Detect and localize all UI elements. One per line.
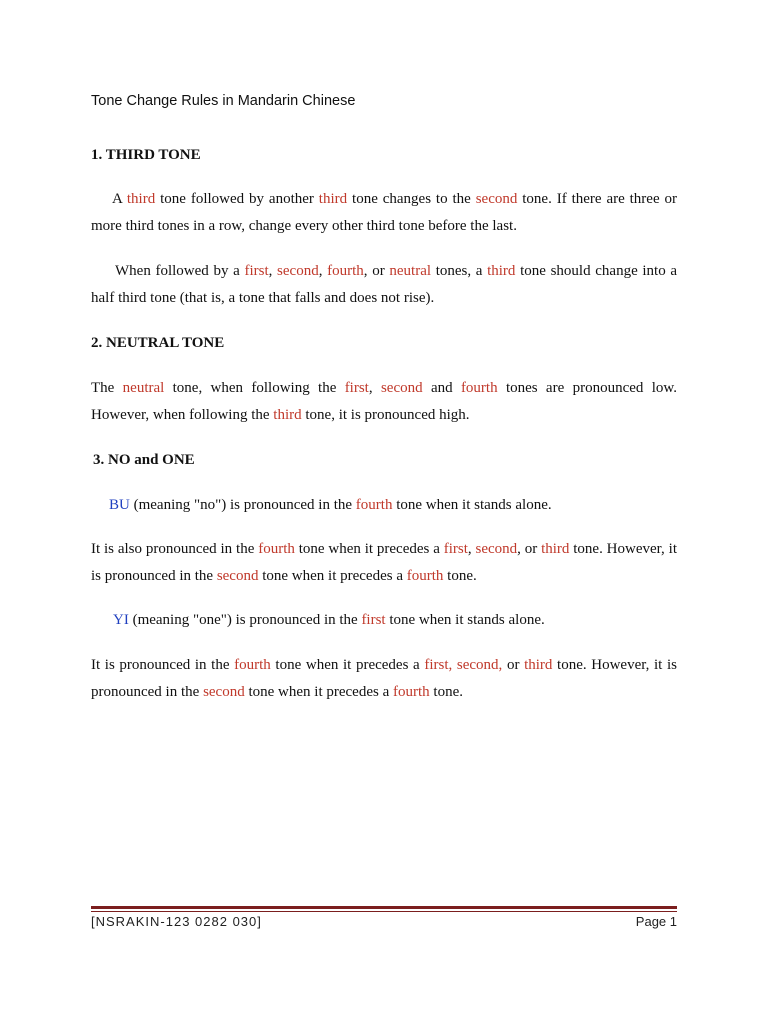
footer-rule-thin (91, 911, 677, 912)
text-run: tone when it precedes a (294, 541, 444, 557)
document-title: Tone Change Rules in Mandarin Chinese (91, 93, 356, 109)
text-run: When followed by a (115, 263, 245, 279)
highlighted-term: third (318, 191, 348, 207)
text-run: tone when it stands alone. (385, 612, 545, 628)
paragraph-bu-alone (91, 492, 677, 519)
highlighted-term: fourth (234, 657, 271, 673)
highlighted-term: neutral (122, 380, 165, 396)
highlighted-term: second (216, 568, 259, 584)
highlighted-term: first (361, 612, 386, 628)
text-run: (meaning "no") is pronounced in the (129, 497, 356, 513)
text-run: tone when it stands alone. (392, 497, 552, 513)
text-run: tones are pronounced low. However, when following the (91, 380, 677, 423)
text-run: tone, when following the (164, 380, 345, 396)
text-run: tone when it precedes a (244, 684, 393, 700)
text-run: , or (363, 263, 390, 279)
paragraph-third-tone-1 (91, 186, 677, 240)
paragraph-bu-precedes (91, 536, 677, 590)
highlighted-term: first (344, 380, 369, 396)
paragraph-third-tone-2 (91, 258, 677, 312)
text-run: tone changes to the (347, 191, 476, 207)
keyword-term: BU (109, 497, 130, 513)
text-run: tone. However, it is pronounced in the (91, 541, 677, 584)
text-run: tone. (443, 568, 477, 584)
text-run: tone. (429, 684, 463, 700)
text-run: , (368, 380, 381, 396)
highlighted-term: first, second, (424, 657, 503, 673)
text-run: (meaning "one") is pronounced in the (128, 612, 362, 628)
text-run: , (318, 263, 328, 279)
section-heading-neutral-tone: 2. NEUTRAL TONE (91, 335, 225, 351)
text-run: tone followed by another (155, 191, 319, 207)
keyword-term: YI (113, 612, 129, 628)
paragraph-yi-alone (91, 607, 677, 634)
text-run: tone when it precedes a (258, 568, 407, 584)
paragraph-yi-precedes (91, 652, 677, 706)
text-run: , (268, 263, 278, 279)
text-run: tone should change into a half third tone (that is, a tone that falls and does not rise). (91, 263, 678, 306)
text-run: tone. If there are three or more third tones in a row, change every other third tone before the last. (91, 191, 677, 234)
highlighted-term: third (487, 263, 516, 279)
section-heading-no-and-one: 3. NO and ONE (93, 452, 195, 468)
text-run: and (422, 380, 461, 396)
paragraph-neutral-tone (91, 375, 677, 429)
highlighted-term: first (244, 263, 269, 279)
text-run: or (502, 657, 525, 673)
text-run: A (112, 191, 127, 207)
footer-page-number: Page 1 (635, 914, 677, 929)
text-run: It is also pronounced in the (91, 541, 259, 557)
highlighted-term: fourth (406, 568, 444, 584)
highlighted-term: fourth (258, 541, 295, 557)
text-run: , or (517, 541, 542, 557)
highlighted-term: third (541, 541, 570, 557)
highlighted-term: third (126, 191, 156, 207)
text-run: , (467, 541, 476, 557)
highlighted-term: second (380, 380, 423, 396)
highlighted-term: fourth (393, 684, 430, 700)
highlighted-term: third (524, 657, 553, 673)
footer-rule-thick (91, 906, 677, 909)
highlighted-term: second (475, 191, 518, 207)
footer-document-id: [NSRAKIN-123 0282 030] (91, 914, 262, 929)
highlighted-term: third (273, 407, 302, 423)
highlighted-term: fourth (460, 380, 498, 396)
text-run: The (91, 380, 123, 396)
text-run: tone when it precedes a (270, 657, 425, 673)
highlighted-term: neutral (389, 263, 432, 279)
text-run: tone. However, it is pronounced in the (91, 657, 677, 700)
text-run: tones, a (431, 263, 488, 279)
highlighted-term: fourth (355, 497, 393, 513)
text-run: tone, it is pronounced high. (301, 407, 470, 423)
highlighted-term: second (475, 541, 518, 557)
highlighted-term: fourth (327, 263, 364, 279)
highlighted-term: first (443, 541, 468, 557)
text-run: It is pronounced in the (91, 657, 235, 673)
section-heading-third-tone: 1. THIRD TONE (91, 147, 201, 163)
highlighted-term: second (277, 263, 319, 279)
highlighted-term: second (203, 684, 245, 700)
